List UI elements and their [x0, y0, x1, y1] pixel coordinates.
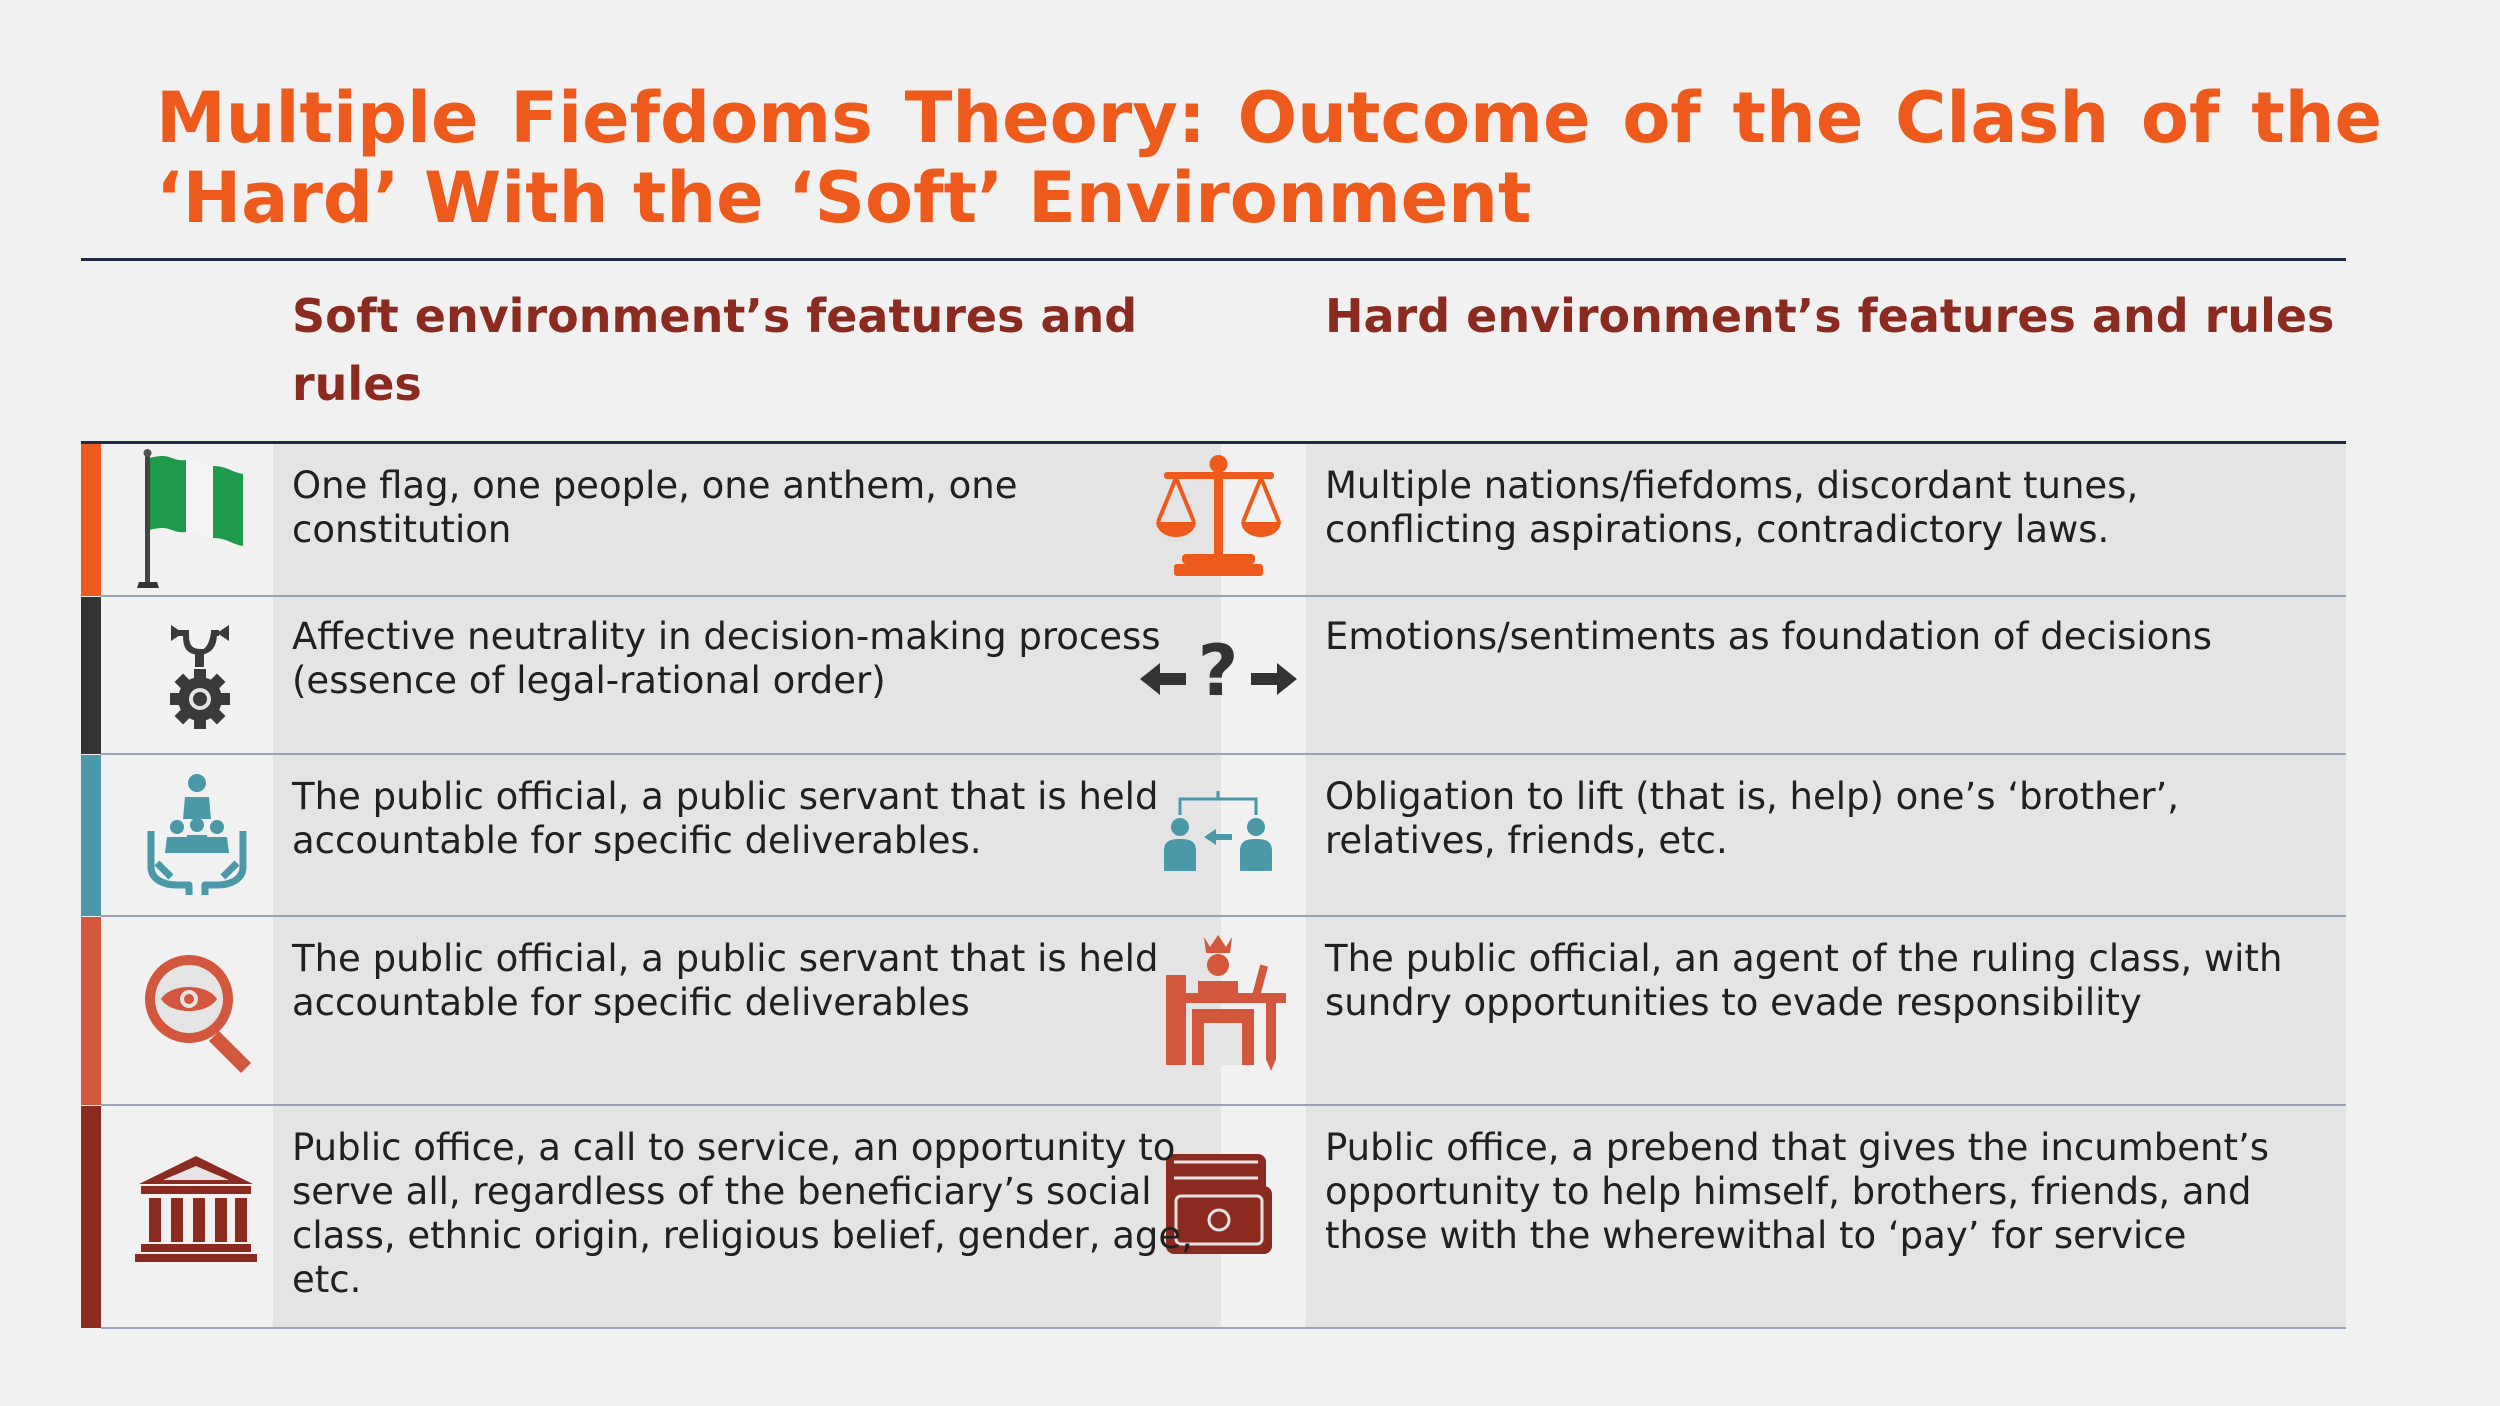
soft-column-header: Soft environment’s features and rules: [292, 289, 1138, 411]
hard-feature-text: The public official, an agent of the ruling class, with sundry opportunities to evade responsibility: [1325, 937, 2283, 1024]
table-row: [81, 597, 2346, 754]
title-line-2: ‘Hard’ With the ‘Soft’ Environment: [156, 157, 1532, 239]
row-accent-bar: [81, 1106, 101, 1328]
slide-title: [156, 78, 2382, 238]
hard-feature-text: Public office, a prebend that gives the incumbent’s opportunity to help himself, brothers, friends, and those with the wherewithal to ‘pay’ for service: [1325, 1126, 2269, 1257]
hard-column-header: Hard environment’s features and rules: [1325, 289, 2335, 343]
row-accent-bar: [81, 917, 101, 1105]
table-row: [81, 444, 2346, 596]
nigeria-flag-icon: [131, 448, 261, 590]
hard-feature-text: Emotions/sentiments as foundation of decisions: [1325, 615, 2213, 658]
hard-feature-text: Multiple nations/fiefdoms, discordant tunes, conflicting aspirations, contradictory laws.: [1325, 464, 2139, 551]
row-divider: [101, 1327, 2346, 1329]
magnifier-eye-icon: [131, 949, 261, 1079]
table-row: [81, 755, 2346, 916]
row-accent-bar: [81, 755, 101, 916]
hard-feature-text: Obligation to lift (that is, help) one’s ‘brother’, relatives, friends, etc.: [1325, 775, 2180, 862]
team-hands-icon: [131, 771, 261, 901]
soft-feature-text: One flag, one people, one anthem, one constitution: [292, 464, 1018, 551]
svg-text:?: ?: [1197, 633, 1239, 712]
row-accent-bar: [81, 597, 101, 754]
gear-decision-icon: [131, 619, 261, 729]
soft-feature-text: Affective neutrality in decision-making process (essence of legal-rational order): [292, 615, 1161, 702]
institution-building-icon: [131, 1152, 261, 1262]
table-row: [81, 917, 2346, 1105]
table-row: [81, 1106, 2346, 1328]
title-line-1: Multiple Fiefdoms Theory: Outcome of the Clash of the: [156, 77, 2382, 159]
soft-feature-text: Public office, a call to service, an opportunity to serve all, regardless of the beneficiary’s social class, ethnic origin, religious belief, gender, age, etc.: [292, 1126, 1193, 1301]
soft-feature-text: The public official, a public servant that is held accountable for specific deliverables: [292, 937, 1159, 1024]
row-accent-bar: [81, 444, 101, 596]
title-divider: [81, 258, 2346, 261]
soft-feature-text: The public official, a public servant that is held accountable for specific deliverables.: [292, 775, 1159, 862]
